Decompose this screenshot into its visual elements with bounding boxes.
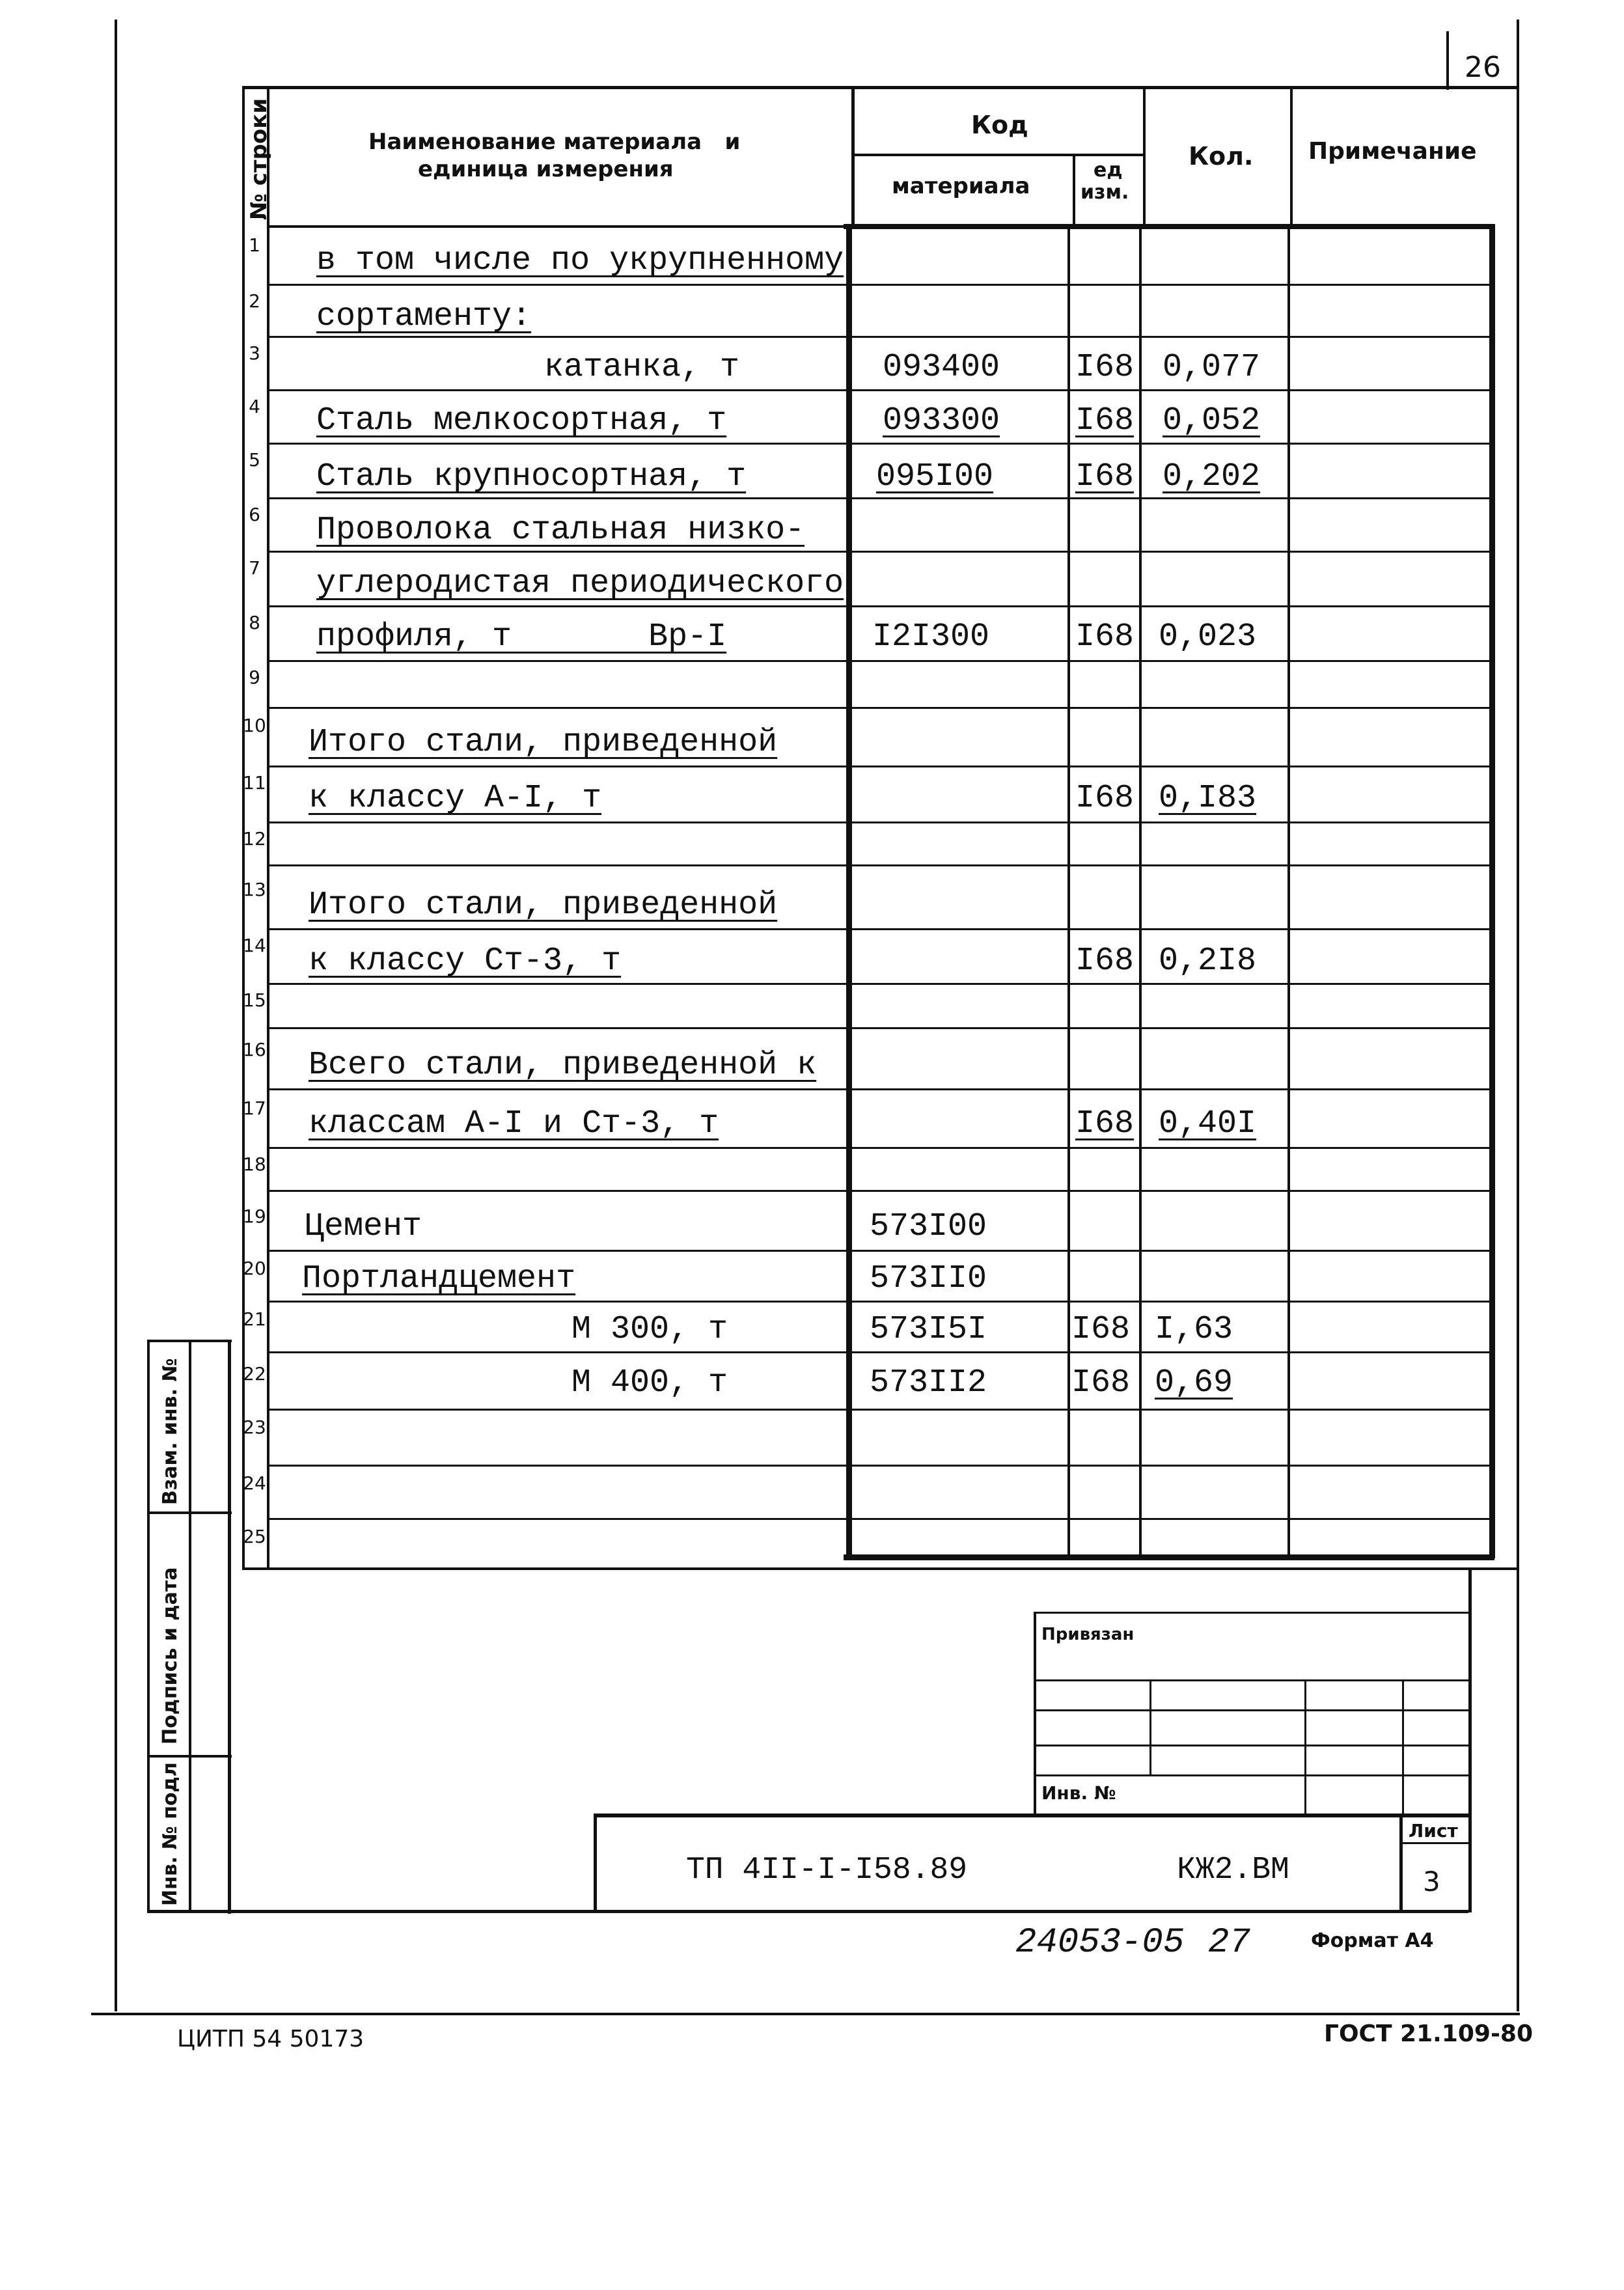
lower-frame-right-line	[1468, 1569, 1472, 1912]
original-inventory-label: Инв. № подл	[159, 1762, 182, 1906]
title-block-left-line	[594, 1814, 597, 1912]
body-top-line-name	[267, 225, 846, 228]
inventory-number-label: Инв. №	[1041, 1782, 1116, 1804]
row-line-25	[242, 1567, 1518, 1570]
row-line-22	[267, 1409, 1491, 1411]
col-qty-left-line-header	[1143, 86, 1146, 227]
row-3-quantity: 0,077	[1163, 349, 1261, 386]
handwritten-page: 27	[1208, 1923, 1250, 1963]
row-4-name: Сталь мелкосортная, т	[316, 402, 727, 439]
side-stamp-right-line	[228, 1341, 231, 1914]
row-number: 3	[249, 342, 260, 364]
side-stamp-div1	[147, 1511, 232, 1514]
row-7-name: углеродистая периодического	[316, 565, 844, 602]
row-14-unit: I68	[1075, 943, 1135, 980]
row-number: 1	[249, 234, 260, 256]
row-line-20	[267, 1301, 1491, 1303]
row-number: 22	[243, 1363, 266, 1385]
page-number-box-left	[1446, 31, 1449, 90]
row-line-18	[267, 1190, 1491, 1192]
material-code-header: материала	[892, 173, 1030, 199]
row-number: 17	[243, 1097, 266, 1119]
row-line-13	[267, 928, 1491, 930]
header-code-split-line	[853, 154, 1144, 156]
rownum-col-right-line	[267, 86, 269, 1570]
row-number: 10	[243, 715, 266, 736]
privyazan-col-2	[1304, 1679, 1306, 1817]
side-stamp-mid-line	[189, 1341, 191, 1912]
row-number: 23	[243, 1416, 266, 1438]
row-11-quantity: 0,I83	[1159, 780, 1257, 817]
row-1-name: в том числе по укрупненному	[316, 242, 844, 279]
row-number: 16	[243, 1039, 266, 1060]
row-number: 15	[243, 989, 266, 1011]
replacement-inventory-label: Взам. инв. №	[159, 1358, 182, 1505]
row-5-material-code: 095I00	[876, 458, 994, 495]
page-number: 26	[1465, 51, 1501, 84]
row-line-19	[267, 1250, 1491, 1252]
row-number-header: № строки	[246, 98, 272, 220]
row-number: 25	[243, 1526, 266, 1547]
body-thick-left-line	[846, 224, 852, 1558]
row-11-name: к классу А-I, т	[309, 780, 602, 817]
row-8-name: профиля, т Вр-I	[316, 618, 727, 655]
row-21-unit: I68	[1071, 1311, 1131, 1348]
frame-left-line	[115, 20, 117, 2011]
privyazan-col-3	[1402, 1679, 1404, 1817]
sheet-number: 3	[1423, 1866, 1440, 1897]
signature-date-label: Подпись и дата	[159, 1567, 182, 1745]
row-line-23	[267, 1465, 1491, 1467]
name-header-line2: единица измерения	[418, 156, 674, 182]
row-21-quantity: I,63	[1155, 1311, 1233, 1348]
row-14-quantity: 0,2I8	[1159, 943, 1257, 980]
row-22-unit: I68	[1071, 1364, 1131, 1401]
row-17-unit: I68	[1075, 1105, 1135, 1142]
row-line-16	[267, 1088, 1491, 1090]
row-13-name: Итого стали, приведенной	[309, 887, 778, 924]
row-20-name: Портландцемент	[302, 1260, 576, 1297]
row-2-name: сортаменту:	[316, 298, 532, 335]
row-17-name: классам А-I и Ст-3, т	[309, 1105, 719, 1142]
gost-reference: ГОСТ 21.109-80	[1324, 2021, 1534, 2047]
row-number: 11	[243, 772, 266, 793]
row-8-quantity: 0,023	[1159, 618, 1257, 655]
row-line-4	[267, 443, 1491, 445]
row-line-8	[267, 660, 1491, 662]
side-stamp-bottom-line	[147, 1910, 1468, 1913]
row-6-name: Проволока стальная низко-	[316, 512, 805, 549]
row-5-name: Сталь крупносортная, т	[316, 458, 747, 495]
row-number: 4	[249, 396, 260, 417]
row-number: 21	[243, 1308, 266, 1330]
row-19-material-code: 573I00	[870, 1208, 987, 1245]
row-number: 18	[243, 1153, 266, 1175]
row-10-name: Итого стали, приведенной	[309, 724, 778, 761]
side-stamp-top-line	[147, 1340, 232, 1342]
row-11-unit: I68	[1075, 780, 1135, 817]
row-22-material-code: 573II2	[870, 1364, 987, 1401]
unit-header-line2: изм.	[1080, 181, 1129, 204]
publisher-code: ЦИТП 54 50173	[177, 2026, 365, 2052]
quantity-header: Кол.	[1189, 142, 1254, 171]
row-line-12	[267, 864, 1491, 866]
note-header: Примечание	[1308, 138, 1477, 165]
row-line-10	[267, 766, 1491, 767]
row-4-unit: I68	[1075, 402, 1135, 439]
row-14-name: к классу Ст-3, т	[309, 943, 622, 980]
row-16-name: Всего стали, приведенной к	[309, 1047, 817, 1084]
row-line-6	[267, 551, 1491, 553]
col-unit-left-line-header	[1073, 155, 1075, 227]
sheet-box-mid-line	[1401, 1842, 1470, 1844]
title-block-top-line	[595, 1814, 1471, 1817]
privyazan-line-3	[1035, 1709, 1470, 1711]
row-number: 5	[249, 449, 260, 471]
privyazan-line-2	[1035, 1679, 1470, 1681]
frame-right-line	[1517, 20, 1519, 2011]
row-number: 2	[249, 290, 260, 312]
row-line-5	[267, 497, 1491, 499]
row-21-material-code: 573I5I	[870, 1311, 987, 1348]
body-bottom-thick-line	[844, 1554, 1494, 1560]
col-qty-left-line	[1139, 227, 1142, 1557]
row-19-name: Цемент	[305, 1208, 422, 1245]
col-note-left-line	[1287, 227, 1290, 1557]
side-stamp-div2	[147, 1755, 232, 1758]
row-number: 24	[243, 1472, 266, 1494]
paper-format: Формат А4	[1311, 1929, 1434, 1952]
privyazan-line-5	[1035, 1774, 1470, 1776]
col-unit-left-line	[1067, 227, 1070, 1557]
privyazan-col-1	[1149, 1679, 1151, 1776]
row-20-material-code: 573II0	[870, 1260, 987, 1297]
row-5-quantity: 0,202	[1163, 458, 1261, 495]
row-number: 6	[249, 504, 260, 525]
col-note-left-line-header	[1290, 86, 1293, 227]
body-thick-right-line	[1489, 224, 1495, 1558]
row-3-unit: I68	[1075, 349, 1135, 386]
row-4-quantity: 0,052	[1163, 402, 1261, 439]
row-line-9	[267, 707, 1491, 709]
row-5-unit: I68	[1075, 458, 1135, 495]
frame-bottom-line	[91, 2013, 1520, 2015]
row-22-quantity: 0,69	[1155, 1364, 1233, 1401]
privyazan-top-line	[1035, 1612, 1470, 1614]
unit-header-line1: ед	[1094, 159, 1123, 182]
row-line-14	[267, 983, 1491, 985]
row-number: 7	[249, 557, 260, 579]
project-code: ТП 4II-I-I58.89	[686, 1853, 968, 1888]
row-21-name: М 300, т	[571, 1311, 728, 1348]
name-header-line1: Наименование материала и	[368, 129, 741, 155]
row-line-15	[267, 1027, 1491, 1029]
side-stamp-left-line	[147, 1341, 150, 1912]
row-number: 9	[249, 667, 260, 688]
handwritten-number: 24053-05	[1015, 1923, 1185, 1963]
row-line-21	[267, 1351, 1491, 1353]
drawing-mark: КЖ2.ВМ	[1177, 1853, 1289, 1888]
row-number: 12	[243, 828, 266, 849]
row-4-material-code: 093300	[883, 402, 1000, 439]
row-line-24	[267, 1518, 1491, 1520]
row-22-name: М 400, т	[571, 1364, 728, 1401]
row-line-7	[267, 605, 1491, 607]
sheet-label: Лист	[1409, 1820, 1458, 1842]
table-top-line	[242, 86, 1518, 89]
row-line-3	[267, 389, 1491, 391]
body-top-thick-line	[844, 224, 1494, 229]
binding-label: Привязан	[1041, 1625, 1135, 1644]
row-number: 14	[243, 935, 266, 956]
privyazan-left-line	[1034, 1612, 1036, 1817]
code-header: Код	[971, 111, 1028, 139]
row-number: 13	[243, 879, 266, 900]
row-number: 20	[243, 1258, 266, 1279]
row-3-material-code: 093400	[883, 349, 1000, 386]
row-8-unit: I68	[1075, 618, 1135, 655]
row-line-1	[267, 284, 1491, 286]
row-number: 19	[243, 1206, 266, 1227]
row-number: 8	[249, 612, 260, 633]
row-3-name: катанка, т	[544, 349, 740, 386]
row-line-17	[267, 1147, 1491, 1149]
sheet-box-left-line	[1399, 1814, 1403, 1911]
row-17-quantity: 0,40I	[1159, 1105, 1257, 1142]
row-line-2	[267, 336, 1491, 338]
privyazan-line-4	[1035, 1745, 1470, 1746]
row-line-11	[267, 821, 1491, 823]
col-name-right-line	[851, 86, 855, 227]
row-8-material-code: I2I300	[872, 618, 990, 655]
